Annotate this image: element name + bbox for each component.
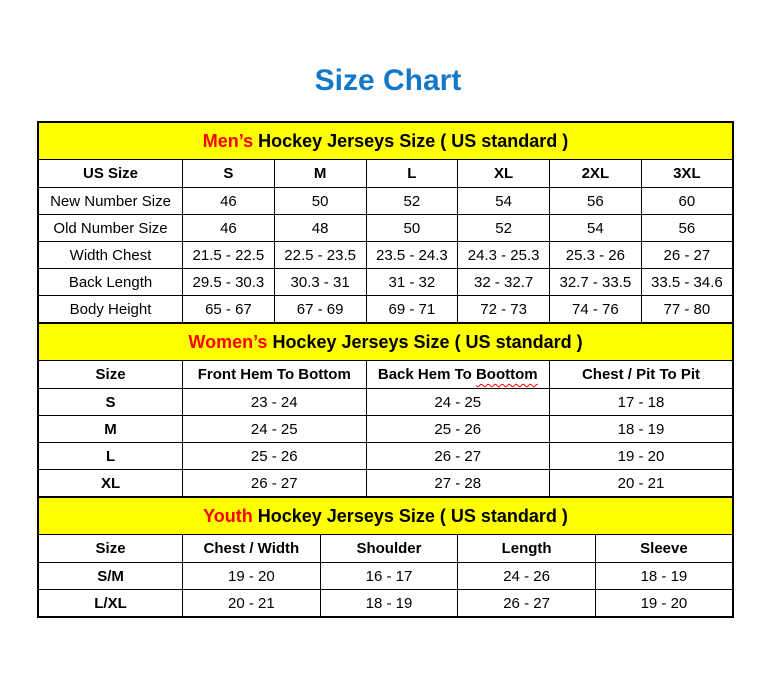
mens-size-cell: 26 - 27 (641, 242, 733, 269)
mens-size-cell: 31 - 32 (366, 269, 458, 296)
youth-table-row-1 (38, 590, 733, 618)
womens-size-cell: 26 - 27 (366, 443, 549, 470)
mens-size-cell: 46 (183, 188, 275, 215)
mens-size-cell: 23.5 - 24.3 (366, 242, 458, 269)
mens-size-cell: 25.3 - 26 (549, 242, 641, 269)
mens-column-header-2: M (274, 160, 366, 188)
womens-table-row-0 (38, 389, 733, 416)
womens-table-row-1 (38, 416, 733, 443)
mens-row-label: Back Length (38, 269, 183, 296)
mens-column-header-5: 2XL (549, 160, 641, 188)
womens-size-cell: 25 - 26 (366, 416, 549, 443)
mens-size-cell: 50 (366, 215, 458, 242)
mens-size-cell: 52 (366, 188, 458, 215)
womens-row-label: XL (38, 470, 183, 498)
youth-column-header-0: Size (38, 535, 183, 563)
mens-size-cell: 22.5 - 23.5 (274, 242, 366, 269)
womens-column-header-3: Chest / Pit To Pit (549, 361, 733, 389)
mens-column-header-3: L (366, 160, 458, 188)
mens-size-cell: 21.5 - 22.5 (183, 242, 275, 269)
mens-row-label: Width Chest (38, 242, 183, 269)
womens-row-label: M (38, 416, 183, 443)
misspelled-word: Boottom (475, 366, 538, 383)
mens-size-cell: 56 (549, 188, 641, 215)
size-tables-container (37, 121, 734, 618)
mens-row-label: Old Number Size (38, 215, 183, 242)
mens-header-row (38, 160, 733, 188)
youth-column-header-2: Shoulder (320, 535, 458, 563)
womens-table-row-2 (38, 443, 733, 470)
mens-row-label: Body Height (38, 296, 183, 324)
mens-column-header-6: 3XL (641, 160, 733, 188)
mens-size-cell: 54 (549, 215, 641, 242)
womens-size-cell: 27 - 28 (366, 470, 549, 498)
youth-section-band (38, 497, 733, 535)
mens-column-header-1: S (183, 160, 275, 188)
mens-section-rest-label: Hockey Jerseys Size ( US standard ) (253, 130, 569, 151)
mens-size-cell: 67 - 69 (274, 296, 366, 324)
mens-size-cell: 30.3 - 31 (274, 269, 366, 296)
womens-column-header-1: Front Hem To Bottom (183, 361, 366, 389)
womens-size-cell: 24 - 25 (366, 389, 549, 416)
mens-section-accent-label: Men’s (202, 130, 254, 151)
womens-section-band (38, 323, 733, 361)
mens-size-cell: 24.3 - 25.3 (458, 242, 550, 269)
womens-section-rest-label: Hockey Jerseys Size ( US standard ) (267, 331, 583, 352)
mens-size-cell: 54 (458, 188, 550, 215)
youth-column-header-3: Length (458, 535, 596, 563)
mens-size-cell: 72 - 73 (458, 296, 550, 324)
womens-size-cell: 20 - 21 (549, 470, 733, 498)
mens-row-label: New Number Size (38, 188, 183, 215)
youth-section-title (38, 497, 733, 535)
womens-size-cell: 23 - 24 (183, 389, 366, 416)
youth-size-cell: 18 - 19 (320, 590, 458, 618)
mens-section-band (38, 122, 733, 160)
womens-section-title (38, 323, 733, 361)
mens-column-header-0: US Size (38, 160, 183, 188)
mens-size-cell: 50 (274, 188, 366, 215)
womens-column-header-2: Back Hem To Boottom (366, 361, 549, 389)
mens-size-cell: 32.7 - 33.5 (549, 269, 641, 296)
mens-table-row-0 (38, 188, 733, 215)
mens-table-row-1 (38, 215, 733, 242)
mens-size-cell: 60 (641, 188, 733, 215)
youth-size-cell: 19 - 20 (595, 590, 733, 618)
youth-size-cell: 16 - 17 (320, 563, 458, 590)
mens-size-cell: 65 - 67 (183, 296, 275, 324)
womens-row-label: S (38, 389, 183, 416)
mens-size-cell: 48 (274, 215, 366, 242)
mens-size-cell: 74 - 76 (549, 296, 641, 324)
youth-size-cell: 26 - 27 (458, 590, 596, 618)
womens-table-row-3 (38, 470, 733, 498)
womens-row-label: L (38, 443, 183, 470)
youth-size-cell: 19 - 20 (183, 563, 321, 590)
mens-table-row-4 (38, 296, 733, 324)
youth-section-accent-label: Youth (203, 505, 253, 526)
youth-section-rest-label: Hockey Jerseys Size ( US standard ) (252, 505, 568, 526)
youth-size-table (37, 496, 734, 618)
youth-row-label: S/M (38, 563, 183, 590)
mens-table-row-2 (38, 242, 733, 269)
youth-header-row (38, 535, 733, 563)
mens-size-table (37, 121, 734, 324)
mens-size-cell: 77 - 80 (641, 296, 733, 324)
mens-size-cell: 32 - 32.7 (458, 269, 550, 296)
womens-size-cell: 19 - 20 (549, 443, 733, 470)
mens-section-title (38, 122, 733, 160)
youth-column-header-1: Chest / Width (183, 535, 321, 563)
youth-size-cell: 20 - 21 (183, 590, 321, 618)
mens-size-cell: 56 (641, 215, 733, 242)
mens-size-cell: 46 (183, 215, 275, 242)
page-title: Size Chart (314, 64, 462, 97)
womens-size-cell: 26 - 27 (183, 470, 366, 498)
womens-size-cell: 25 - 26 (183, 443, 366, 470)
youth-size-cell: 24 - 26 (458, 563, 596, 590)
youth-size-cell: 18 - 19 (595, 563, 733, 590)
youth-table-row-0 (38, 563, 733, 590)
youth-column-header-4: Sleeve (595, 535, 733, 563)
womens-size-cell: 17 - 18 (549, 389, 733, 416)
mens-table-row-3 (38, 269, 733, 296)
womens-size-cell: 18 - 19 (549, 416, 733, 443)
youth-row-label: L/XL (38, 590, 183, 618)
womens-size-table (37, 322, 734, 498)
womens-size-cell: 24 - 25 (183, 416, 366, 443)
womens-section-accent-label: Women’s (188, 331, 268, 352)
mens-size-cell: 52 (458, 215, 550, 242)
mens-size-cell: 33.5 - 34.6 (641, 269, 733, 296)
womens-header-row (38, 361, 733, 389)
mens-column-header-4: XL (458, 160, 550, 188)
mens-size-cell: 29.5 - 30.3 (183, 269, 275, 296)
womens-column-header-0: Size (38, 361, 183, 389)
mens-size-cell: 69 - 71 (366, 296, 458, 324)
